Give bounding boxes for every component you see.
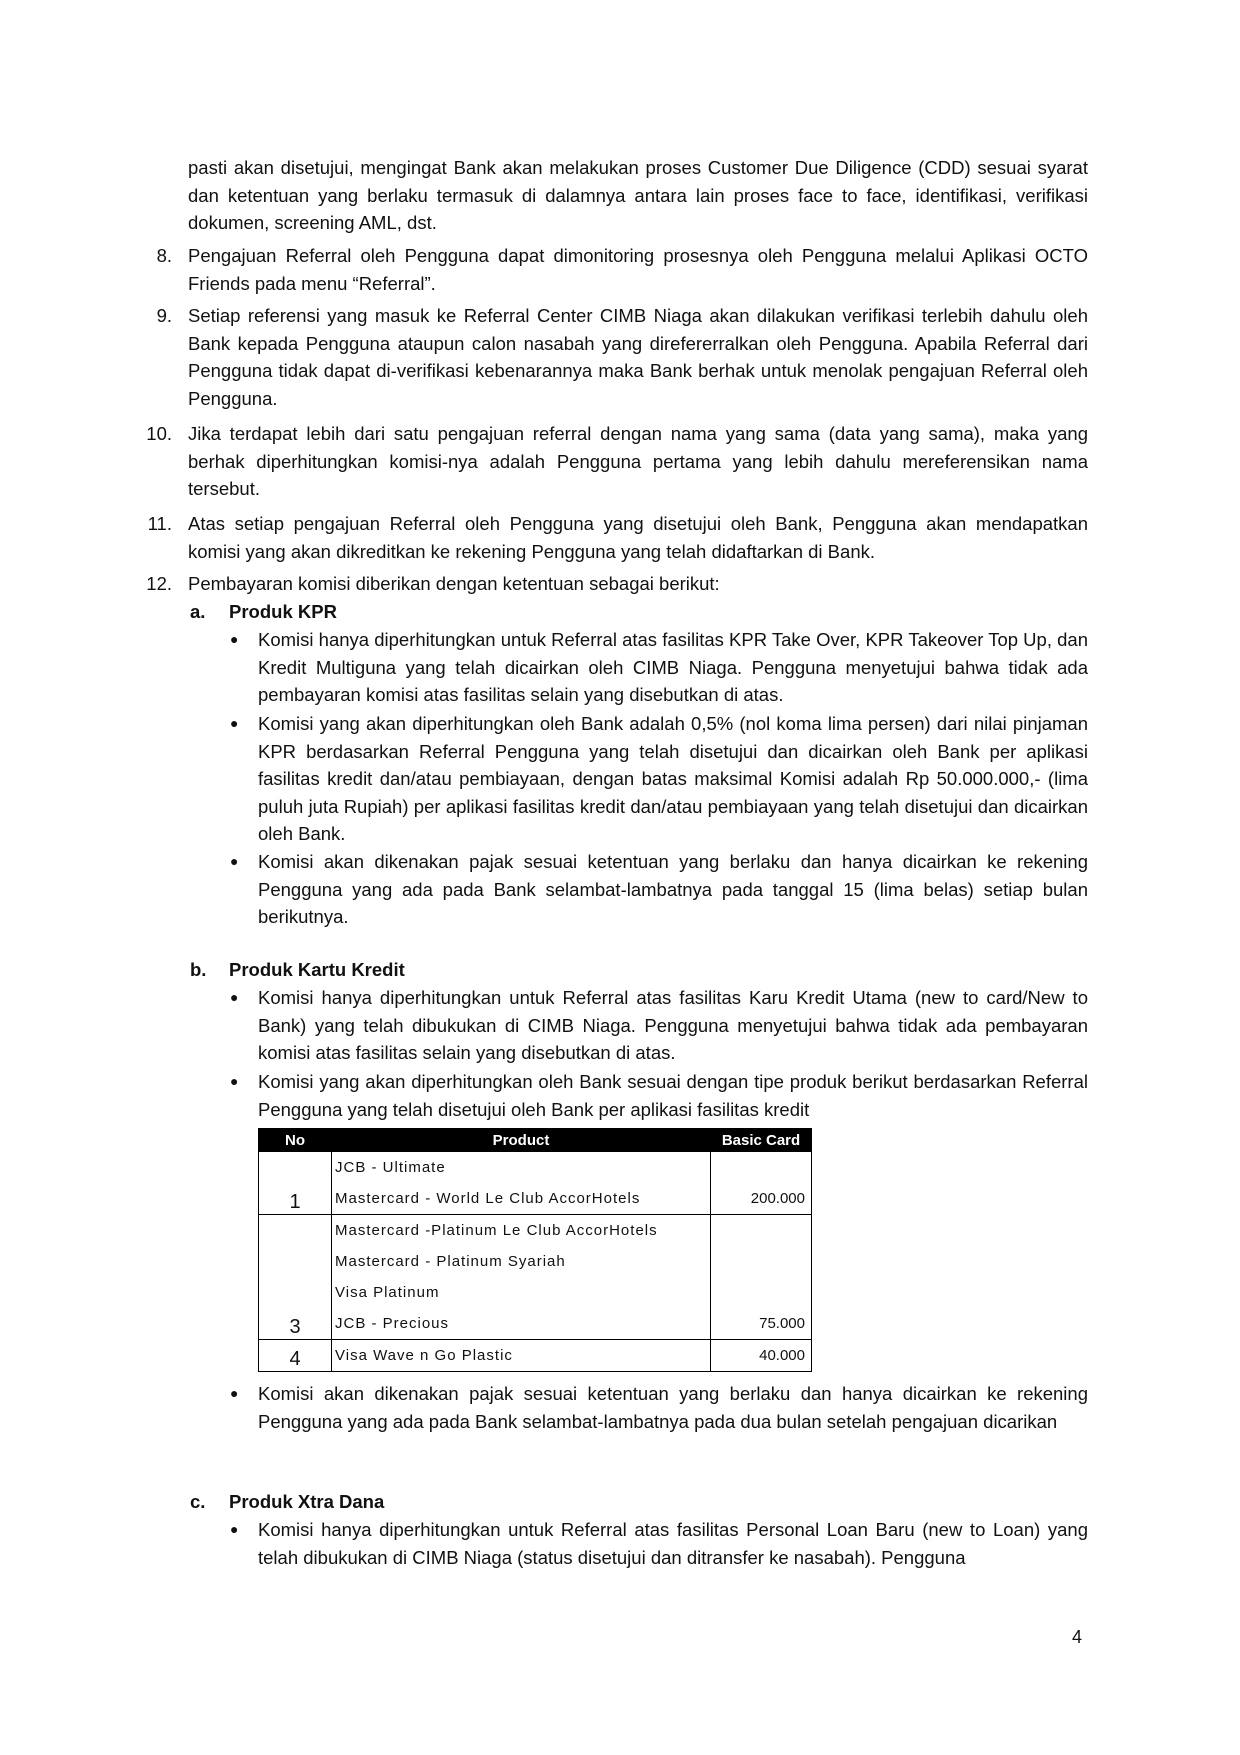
product-name: Mastercard - World Le Club AccorHotels: [335, 1190, 641, 1207]
item-number: 10.: [146, 423, 172, 444]
section-c-title: Produk Xtra Dana: [229, 1491, 385, 1512]
product-name: Visa Wave n Go Plastic: [335, 1347, 513, 1364]
bullet-text: Komisi akan dikenakan pajak sesuai ketentuan yang berlaku dan hanya dicairkan ke rekening Pengguna yang ada pada Bank selambat-lambatnya pada tanggal 15 (lima belas) setiap bulan berikutnya.: [258, 851, 1088, 927]
bullet-text: Komisi akan dikenakan pajak sesuai ketentuan yang berlaku dan hanya dicairkan ke rekening Pengguna yang ada pada Bank selambat-lambatnya pada dua bulan setelah pengajuan dicarikan: [258, 1383, 1088, 1432]
section-c-label: c.: [190, 1491, 206, 1512]
basic-card-value: 75.000: [711, 1215, 812, 1340]
product-cell: [332, 1152, 711, 1215]
item-text: Setiap referensi yang masuk ke Referral Center CIMB Niaga akan dilakukan verifikasi terlebih dahulu oleh Bank kepada Pengguna ataupun calon nasabah yang direfererralkan oleh Pengguna. Apabila Referral dari Pengguna tidak dapat di-verifikasi kebenarannya maka Bank berhak untuk menolak pengajuan Referral oleh Pengguna.: [188, 305, 1088, 409]
bullet-icon: ●: [230, 715, 239, 731]
table-header-row: [259, 1129, 812, 1152]
basic-card-value: 200.000: [711, 1152, 812, 1215]
item-text: Atas setiap pengajuan Referral oleh Pengguna yang disetujui oleh Bank, Pengguna akan mendapatkan komisi yang akan dikreditkan ke rekening Pengguna yang telah didaftarkan di Bank.: [188, 513, 1088, 562]
product-name: JCB - Precious: [335, 1315, 450, 1332]
intro-paragraph: pasti akan disetujui, mengingat Bank akan melakukan proses Customer Due Diligence (CDD) sesuai syarat dan ketentuan yang berlaku termasuk di dalamnya antara lain proses face to face, identifikasi, verifikasi dokumen, screening AML, dst.: [188, 157, 1088, 233]
table-row: [259, 1152, 812, 1215]
row-number: 1: [259, 1152, 332, 1215]
bullet-text: Komisi yang akan diperhitungkan oleh Bank adalah 0,5% (nol koma lima persen) dari nilai pinjaman KPR berdasarkan Referral Pengguna yang telah disetujui dan dicairkan oleh Bank per aplikasi fasilitas kredit dan/atau pembiayaan, dengan batas maksimal Komisi adalah Rp 50.000.000,- (lima puluh juta Rupiah) per aplikasi fasilitas kredit dan/atau pembiayaan yang telah disetujui dan dicairkan oleh Bank.: [258, 713, 1088, 844]
bullet-icon: ●: [230, 989, 239, 1005]
section-b-label: b.: [190, 959, 207, 980]
item-text: Pembayaran komisi diberikan dengan ketentuan sebagai berikut:: [188, 573, 720, 594]
product-cell: [332, 1340, 711, 1372]
column-header-basic-card: Basic Card: [711, 1129, 812, 1152]
product-name: Visa Platinum: [335, 1284, 440, 1301]
product-name: Mastercard -Platinum Le Club AccorHotels: [335, 1222, 658, 1239]
product-name: JCB - Ultimate: [335, 1159, 446, 1176]
bullet-icon: ●: [230, 853, 239, 869]
item-text: Jika terdapat lebih dari satu pengajuan referral dengan nama yang sama (data yang sama), maka yang berhak diperhitungkan komisi-nya adalah Pengguna pertama yang lebih dahulu mereferensikan nama tersebut.: [188, 423, 1088, 499]
column-header-product: Product: [332, 1129, 711, 1152]
row-number: 4: [259, 1340, 332, 1372]
section-a-label: a.: [190, 601, 206, 622]
item-text: Pengajuan Referral oleh Pengguna dapat dimonitoring prosesnya oleh Pengguna melalui Aplikasi OCTO Friends pada menu “Referral”.: [188, 245, 1088, 294]
table-row: [259, 1215, 812, 1340]
bullet-text: Komisi hanya diperhitungkan untuk Referral atas fasilitas KPR Take Over, KPR Takeover Top Up, dan Kredit Multiguna yang telah dicairkan oleh CIMB Niaga. Pengguna menyetujui bahwa tidak ada pembayaran komisi atas fasilitas selain yang disebutkan di atas.: [258, 629, 1088, 705]
basic-card-value: 40.000: [711, 1340, 812, 1372]
product-name: Mastercard - Platinum Syariah: [335, 1253, 566, 1270]
page-number: 4: [1072, 1627, 1083, 1647]
bullet-text: Komisi yang akan diperhitungkan oleh Bank sesuai dengan tipe produk berikut berdasarkan Referral Pengguna yang telah disetujui oleh Bank per aplikasi fasilitas kredit: [258, 1071, 1088, 1120]
bullet-text: Komisi hanya diperhitungkan untuk Referral atas fasilitas Personal Loan Baru (new to Loan) yang telah dibukukan di CIMB Niaga (status disetujui dan ditransfer ke nasabah). Pengguna: [258, 1519, 1088, 1568]
item-number: 8.: [156, 245, 172, 266]
bullet-text: Komisi hanya diperhitungkan untuk Referral atas fasilitas Karu Kredit Utama (new to card/New to Bank) yang telah dibukukan di CIMB Niaga. Pengguna menyetujui bahwa tidak ada pembayaran komisi atas fasilitas selain yang disebutkan di atas.: [258, 987, 1088, 1063]
item-number: 12.: [146, 573, 172, 594]
table-row: [259, 1340, 812, 1372]
bullet-icon: ●: [230, 1385, 239, 1401]
product-cell: [332, 1215, 711, 1340]
bullet-icon: ●: [230, 1073, 239, 1089]
bullet-icon: ●: [230, 1521, 239, 1537]
row-number: 3: [259, 1215, 332, 1340]
commission-table: [258, 1128, 812, 1372]
item-number: 9.: [156, 305, 172, 326]
bullet-icon: ●: [230, 631, 239, 647]
section-b-title: Produk Kartu Kredit: [229, 959, 405, 980]
item-number: 11.: [147, 513, 172, 534]
section-a-title: Produk KPR: [229, 601, 337, 622]
column-header-no: No: [259, 1129, 332, 1152]
